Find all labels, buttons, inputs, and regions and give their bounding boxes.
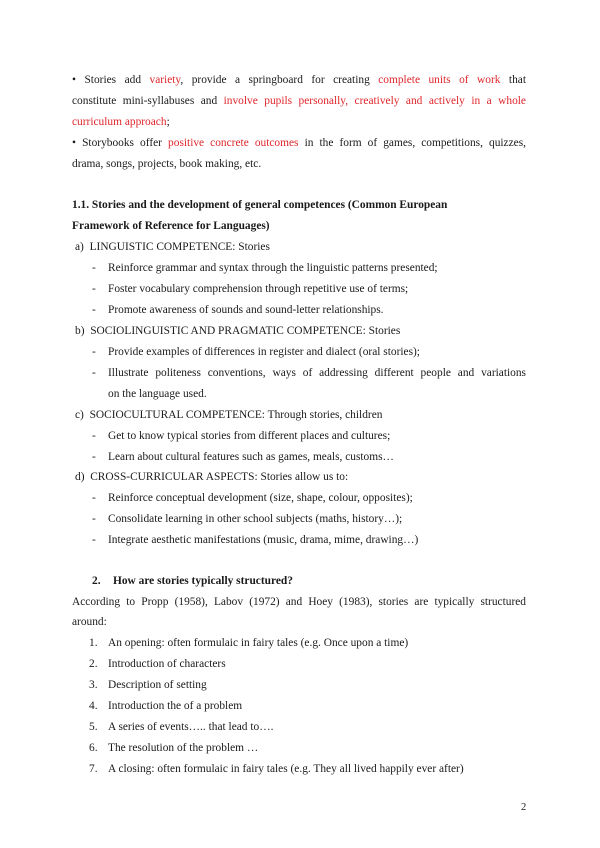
intro-bullet-1-line-2: constitute mini-syllabuses and involve pupils personally, creatively and actively in a whole	[72, 95, 526, 107]
highlight-variety: variety	[149, 74, 181, 86]
highlight-involve-pupils: involve pupils personally, creatively and actively in a whole	[223, 95, 526, 107]
list-item-continuation: on the language used.	[108, 388, 207, 400]
intro-bullet-2-line-1: • Storybooks offer positive concrete outcomes in the form of games, competitions, quizzes,	[72, 137, 527, 149]
intro-bullet-1-line-1: • Stories add variety, provide a springboard for creating complete units of work that	[72, 74, 526, 86]
intro-bullet-1-line-3: curriculum approach;	[72, 116, 170, 128]
highlight-curriculum-approach: curriculum approach	[72, 116, 167, 128]
intro-bullet-2-line-2: drama, songs, projects, book making, etc.	[72, 158, 262, 170]
section-1-1-heading-cont: Framework of Reference for Languages)	[72, 220, 270, 232]
section-2-paragraph-line-1: According to Propp (1958), Labov (1972) and Hoey (1983), stories are typically structured	[72, 596, 526, 608]
group-b-title: b) SOCIOLINGUISTIC AND PRAGMATIC COMPETENCE: Stories	[75, 325, 401, 337]
section-2-paragraph-line-2: around:	[72, 616, 107, 628]
section-1-1-heading: 1.1. Stories and the development of general competences (Common European	[72, 199, 448, 211]
group-a-title: a) LINGUISTIC COMPETENCE: Stories	[75, 241, 270, 253]
bullet: •	[72, 74, 76, 86]
page-number: 2	[521, 802, 527, 813]
group-d-title: d) CROSS-CURRICULAR ASPECTS: Stories allow us to:	[75, 471, 349, 483]
bullet: •	[72, 137, 76, 149]
highlight-complete-units: complete units of work	[378, 74, 501, 86]
document-page: • Stories add variety, provide a springboard for creating complete units of work that constitute mini-syllabuses and involve pupils personally, creatively and actively in a whole curriculum approach; • Storybooks offer positive concrete outcomes in the form of games, competitions, quizzes, drama, songs, projects, book making, etc. 1.1. Stories and the development of general competences (Common European Framework of Reference for Languages) a) LINGUISTIC COMPETENCE: Stories - Reinforce grammar and syntax through the linguistic patterns presented; - Foster vocabulary comprehension through repetitive use of terms; - Promote awareness of sounds and sound-letter relationships. b) SOCIOLINGUISTIC AND PRAGMATIC COMPETENCE: Stories - Provide examples of differences in register and dialect (oral stories); - Illustrate politeness conventions, ways of addressing different people and variations on the language used. c) SOCIOCULTURAL COMPETENCE: Through stories, children - Get to know typical stories from different places and cultures; - Learn about cultural features such as games, meals, customs… d) CROSS-CURRICULAR ASPECTS: Stories allow us to: - Reinforce conceptual development (size, shape, colour, opposites); - Consolidate learning in other school subjects (maths, history…); - Integrate aesthetic manifestations (music, drama, mime, drawing…) 2. How are stories typically structured? According to Propp (1958), Labov (1972) and Hoey (1983), stories are typically structured around: 1. An opening: often formulaic in fairy tales (e.g. Once upon a time) 2. Introduction of characters 3. Description of setting 4. Introduction the of a problem 5. A series of events….. that lead to…. 6. The resolution of the problem … 7. A closing: often formulaic in fairy tales (e.g. They all lived happily ever after) 2	[72, 74, 527, 813]
group-c-title: c) SOCIOCULTURAL COMPETENCE: Through stories, children	[75, 409, 383, 421]
highlight-positive-outcomes: positive concrete outcomes	[168, 137, 299, 149]
